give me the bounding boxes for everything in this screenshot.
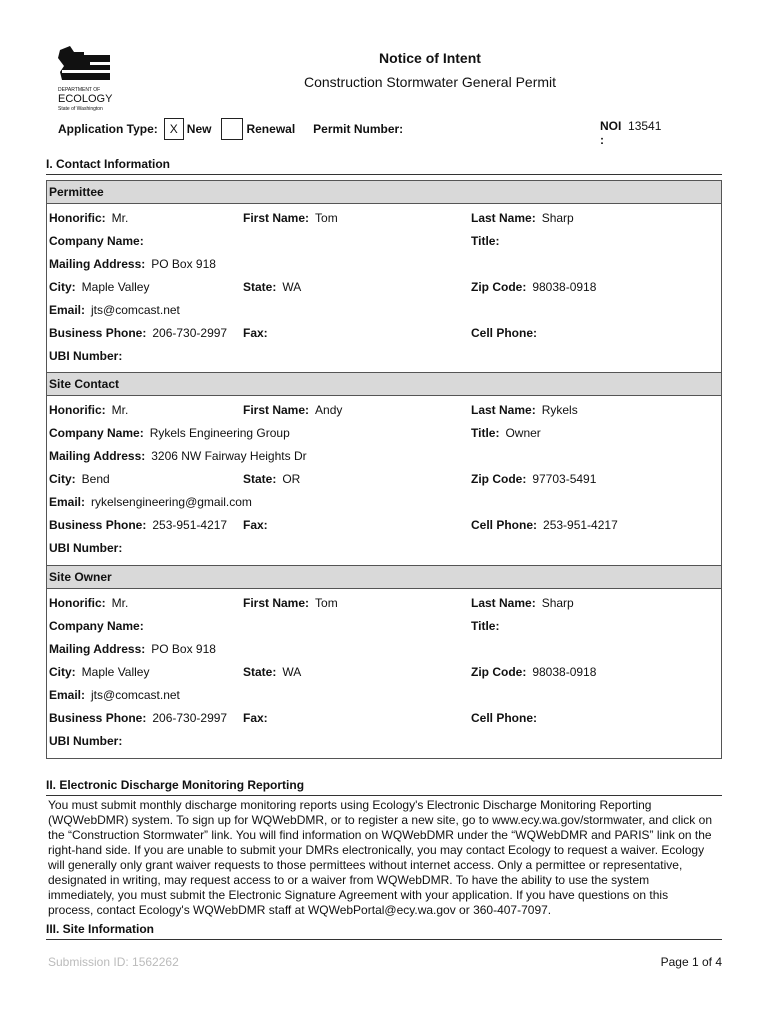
state-field [243,472,300,486]
state-label: State: [243,665,277,679]
company-label: Company Name: [49,234,144,248]
title-label: Title: [471,619,500,633]
last-field [471,596,574,610]
zip-field [471,280,596,294]
phone-value: 206-730-2997 [152,711,228,725]
phone-label: Business Phone: [49,518,147,532]
mailing-field [49,257,216,271]
last-value: Sharp [541,596,574,610]
mailing-value: PO Box 918 [151,642,216,656]
zip-label: Zip Code: [471,665,527,679]
ecology-logo [54,44,118,114]
fax-label: Fax: [243,326,268,340]
ubi-label: UBI Number: [49,349,123,363]
ubi-label: UBI Number: [49,541,123,555]
honorific-value: Mr. [111,403,129,417]
city-field [49,665,149,679]
new-checkbox[interactable]: X [164,118,184,140]
cell-label: Cell Phone: [471,518,538,532]
state-value: WA [282,665,302,679]
honorific-label: Honorific: [49,403,106,417]
state-field [243,665,301,679]
edmr-paragraph: You must submit monthly discharge monitoring reports using Ecology's Electronic Discharge Monitoring Reporting (WQWebDMR) system. To sign up for WQWebDMR, or to register a new site, go to www.ecy.wa.gov/stormwater, and click on the “Construction Stormwater” link. You will find information on WQWebDMR under the “WQWebDMR and PARIS” link on the right-hand side. If you are unable to submit your DMRs electronically, you may contact Ecology to request a waiver. Ecology will generally only grant waiver requests to those permittees without internet access. Only a permittee or representative, designated in writing, may request access to or a waiver from WQWebDMR. To have the ability to use the system immediately, you must submit the Electronic Signature Agreement with your application. If you have questions on this process, contact Ecology's WQWebDMR staff at WQWebPortal@ecy.wa.gov or 360-407-7097. [48,798,712,917]
ubi-field [49,349,128,363]
section-edmr-title: II. Electronic Discharge Monitoring Reporting [46,778,305,792]
honorific-field [49,211,128,225]
panel-heading: Site Owner [47,566,721,589]
new-label: New [186,122,212,136]
title-field [471,426,541,440]
cell-field [471,326,543,340]
submission-id: Submission ID: 1562262 [48,955,179,969]
city-field [49,280,149,294]
city-value: Bend [81,472,110,486]
page-number: Page 1 of 4 [660,955,722,969]
last-field [471,211,574,225]
ubi-label: UBI Number: [49,734,123,748]
honorific-label: Honorific: [49,596,106,610]
cell-label: Cell Phone: [471,326,538,340]
zip-label: Zip Code: [471,472,527,486]
cell-value: 253-951-4217 [543,518,618,532]
fax-field [243,518,274,532]
title-field [471,234,505,248]
fax-field [243,711,274,725]
phone-value: 253-951-4217 [152,518,228,532]
application-type-label: Application Type: [58,122,158,136]
phone-label: Business Phone: [49,326,147,340]
renewal-label: Renewal [246,122,296,136]
first-label: First Name: [243,403,310,417]
cell-field [471,711,543,725]
contact-panel-permittee [46,180,722,374]
company-field [49,234,150,248]
permit-number-label: Permit Number: [313,122,404,136]
section-site-info-title: III. Site Information [46,922,155,936]
email-field [49,688,180,702]
page-title: Notice of Intent [379,50,481,66]
phone-field [49,711,227,725]
zip-value: 97703-5491 [532,472,597,486]
city-label: City: [49,472,76,486]
logo-state-text: State of Washington [58,106,103,112]
email-label: Email: [49,688,86,702]
cell-field [471,518,618,532]
cell-label: Cell Phone: [471,711,538,725]
city-label: City: [49,665,76,679]
city-value: Maple Valley [81,665,150,679]
phone-field [49,326,227,340]
last-label: Last Name: [471,211,536,225]
title-label: Title: [471,234,500,248]
noi-value: 13541 [628,119,662,133]
last-value: Sharp [541,211,574,225]
last-label: Last Name: [471,596,536,610]
contact-panel-site-owner [46,565,722,759]
mailing-label: Mailing Address: [49,257,146,271]
noi-colon: : [600,133,604,147]
phone-label: Business Phone: [49,711,147,725]
page-subtitle: Construction Stormwater General Permit [303,74,557,90]
mailing-label: Mailing Address: [49,642,146,656]
renewal-checkbox[interactable] [221,118,243,140]
zip-value: 98038-0918 [532,665,597,679]
washington-state-logo-icon [54,44,118,114]
application-type-row [58,118,403,140]
state-label: State: [243,472,277,486]
mailing-value: 3206 NW Fairway Heights Dr [151,449,307,463]
phone-field [49,518,227,532]
first-field [243,211,338,225]
first-field [243,403,342,417]
state-value: OR [282,472,301,486]
first-label: First Name: [243,596,310,610]
first-label: First Name: [243,211,310,225]
company-label: Company Name: [49,426,144,440]
honorific-field [49,403,128,417]
logo-dept-text: DEPARTMENT OF [58,87,101,93]
honorific-field [49,596,128,610]
zip-field [471,665,596,679]
email-field [49,303,180,317]
mailing-field [49,449,307,463]
section-divider [46,795,722,796]
company-field [49,619,150,633]
mailing-value: PO Box 918 [151,257,216,271]
section-divider [46,939,722,940]
city-label: City: [49,280,76,294]
phone-value: 206-730-2997 [152,326,228,340]
noi-field [600,119,661,147]
logo-ecology-text: ECOLOGY [58,93,113,105]
email-value: jts@comcast.net [91,688,180,702]
company-value: Rykels Engineering Group [149,426,290,440]
first-field [243,596,338,610]
ubi-field [49,734,128,748]
city-field [49,472,110,486]
title-field [471,619,505,633]
email-label: Email: [49,303,86,317]
fax-label: Fax: [243,711,268,725]
first-value: Tom [315,596,338,610]
honorific-label: Honorific: [49,211,106,225]
mailing-field [49,642,216,656]
city-value: Maple Valley [81,280,150,294]
email-value: jts@comcast.net [91,303,180,317]
section-contact-title: I. Contact Information [46,157,170,171]
company-field [49,426,290,440]
zip-value: 98038-0918 [532,280,597,294]
first-value: Tom [315,211,338,225]
fax-field [243,326,274,340]
email-field [49,495,252,509]
state-field [243,280,301,294]
fax-label: Fax: [243,518,268,532]
state-value: WA [282,280,302,294]
first-value: Andy [315,403,343,417]
title-label: Title: [471,426,500,440]
panel-heading: Site Contact [47,373,721,396]
email-label: Email: [49,495,86,509]
panel-heading: Permittee [47,181,721,204]
mailing-label: Mailing Address: [49,449,146,463]
last-value: Rykels [541,403,578,417]
noi-label: NOI [600,119,622,133]
zip-field [471,472,596,486]
section-divider [46,174,722,175]
company-label: Company Name: [49,619,144,633]
state-label: State: [243,280,277,294]
title-value: Owner [505,426,541,440]
honorific-value: Mr. [111,211,129,225]
ubi-field [49,541,128,555]
email-value: rykelsengineering@gmail.com [91,495,252,509]
last-label: Last Name: [471,403,536,417]
zip-label: Zip Code: [471,280,527,294]
contact-panel-site-contact [46,372,722,566]
honorific-value: Mr. [111,596,129,610]
last-field [471,403,578,417]
